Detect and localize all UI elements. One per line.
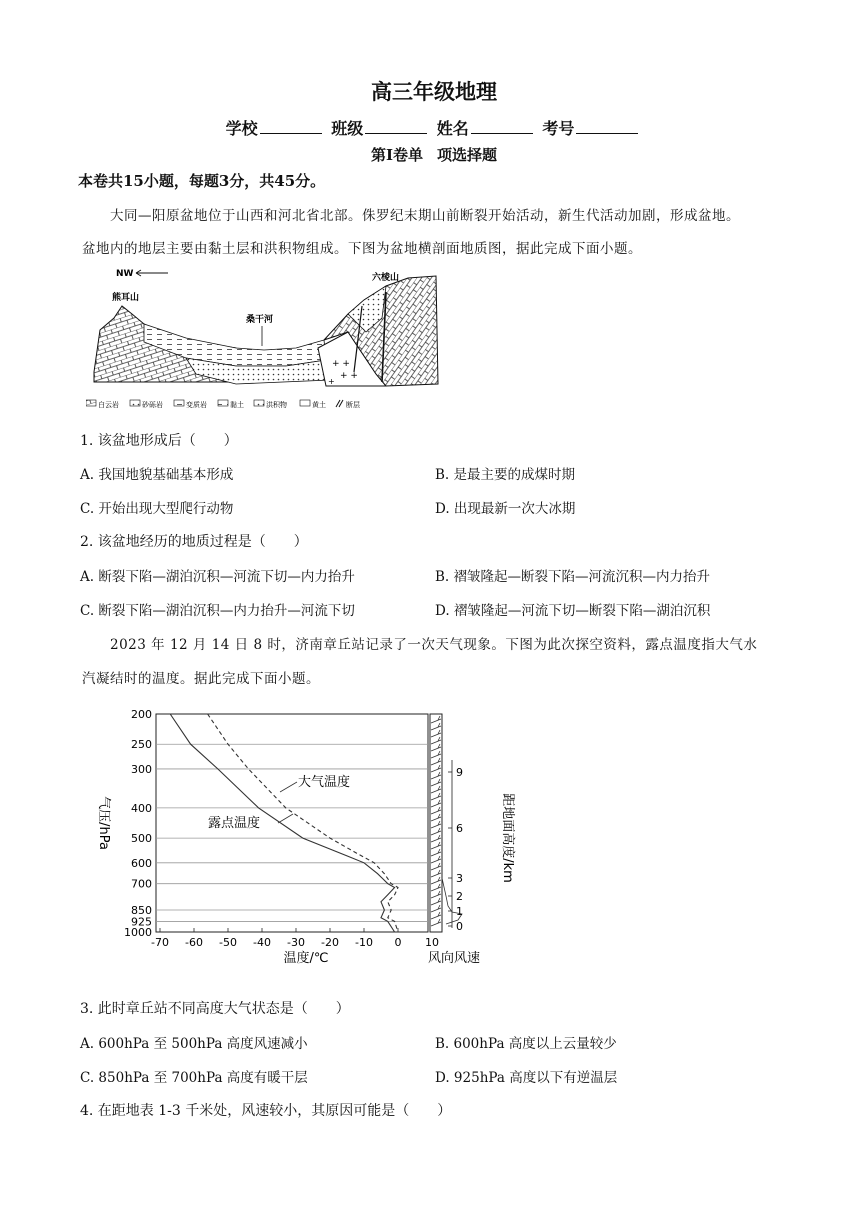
legend-dolomite: 白云岩 bbox=[98, 401, 119, 409]
section-heading-a: 第I卷单 bbox=[370, 146, 423, 164]
svg-text:+ +: + + bbox=[332, 359, 350, 369]
height-tick-label: 9 bbox=[456, 766, 463, 779]
pressure-tick-label: 925 bbox=[131, 915, 152, 929]
q1-stem: 1. 该盆地形成后（ ） bbox=[80, 433, 238, 449]
legend-conglomerate: 砂砾岩 bbox=[142, 401, 163, 409]
temp-tick-label: -20 bbox=[321, 936, 339, 949]
plot-frame bbox=[156, 714, 428, 932]
series-label-0: 大气温度 bbox=[298, 775, 351, 790]
series-label-1: 露点温度 bbox=[208, 816, 261, 831]
pressure-tick-label: 250 bbox=[131, 738, 152, 752]
q2-option-a[interactable]: A. 断裂下陷—湖泊沉积—河流下切—内力抬升 bbox=[80, 569, 355, 585]
sounding-chart bbox=[80, 700, 520, 976]
legend-loess: 黄土 bbox=[312, 401, 326, 409]
wind-column bbox=[430, 714, 442, 932]
q1-option-d[interactable]: D. 出现最新一次大冰期 bbox=[435, 501, 576, 517]
q3-option-a[interactable]: A. 600hPa 至 500hPa 高度风速减小 bbox=[80, 1036, 308, 1052]
height-tick-label: 2 bbox=[456, 890, 463, 903]
y-axis-title: 气压/hPa bbox=[96, 796, 111, 850]
q2-stem: 2. 该盆地经历的地质过程是（ ） bbox=[80, 534, 308, 550]
height-tick-label: 6 bbox=[456, 822, 463, 835]
class-label: 班级 bbox=[331, 119, 364, 138]
q2-option-d[interactable]: D. 褶皱隆起—河流下切—断裂下陷—湖泊沉积 bbox=[435, 603, 711, 619]
x-axis-title: 温度/℃ bbox=[283, 951, 329, 966]
legend-fault: 断层 bbox=[346, 401, 360, 409]
wind-tick-label: 10 bbox=[425, 936, 439, 949]
page-title: 高三年级地理 bbox=[371, 79, 497, 104]
q2-option-b[interactable]: B. 褶皱隆起—断裂下陷—河流沉积—内力抬升 bbox=[435, 569, 711, 585]
nw-arrow-icon bbox=[136, 270, 168, 276]
school-label: 学校 bbox=[225, 119, 258, 138]
legend-clay: 黏土 bbox=[230, 401, 244, 409]
section-intro: 本卷共15小题，每题3分，共45分。 bbox=[78, 172, 326, 190]
school-blank[interactable] bbox=[260, 119, 322, 134]
legend-alluvium: 洪积物 bbox=[266, 401, 287, 409]
mountain-left-label: 熊耳山 bbox=[112, 293, 140, 303]
pressure-tick-label: 200 bbox=[131, 708, 152, 721]
svg-text:+ +: + + bbox=[340, 371, 358, 381]
height-tick-label: 1 bbox=[456, 905, 463, 918]
y2-axis-title: 距地面高度/km bbox=[500, 793, 515, 883]
geology-cross-section bbox=[86, 262, 446, 414]
svg-text:+: + bbox=[328, 377, 335, 386]
wind-axis-title: 风向风速 bbox=[427, 951, 481, 966]
temp-tick-label: 0 bbox=[394, 936, 402, 949]
temp-tick-label: -30 bbox=[287, 936, 305, 949]
q3-option-d[interactable]: D. 925hPa 高度以下有逆温层 bbox=[435, 1070, 618, 1086]
height-tick-label: 3 bbox=[456, 872, 463, 885]
geology-legend bbox=[86, 400, 360, 409]
temp-tick-label: -60 bbox=[185, 936, 203, 949]
temp-tick-label: -70 bbox=[151, 936, 169, 949]
chart-grid bbox=[156, 714, 452, 932]
pressure-tick-label: 850 bbox=[131, 903, 152, 917]
q1-option-a[interactable]: A. 我国地貌基础基本形成 bbox=[80, 467, 234, 483]
q4-stem: 4. 在距地表 1-3 千米处，风速较小，其原因可能是（ ） bbox=[80, 1103, 452, 1119]
q3-option-c[interactable]: C. 850hPa 至 700hPa 高度有暖干层 bbox=[80, 1070, 308, 1086]
pressure-tick-label: 700 bbox=[131, 877, 152, 891]
pressure-tick-label: 1000 bbox=[124, 926, 152, 939]
section-heading bbox=[0, 144, 868, 165]
q2-option-c[interactable]: C. 断裂下陷—湖泊沉积—内力抬升—河流下切 bbox=[80, 603, 355, 619]
pressure-tick-label: 400 bbox=[131, 801, 152, 815]
q3-option-b[interactable]: B. 600hPa 高度以上云量较少 bbox=[435, 1036, 617, 1052]
passage1-line2: 盆地内的地层主要由黏土层和洪积物组成。下图为盆地横剖面地质图，据此完成下面小题。 bbox=[82, 241, 642, 257]
name-blank[interactable] bbox=[471, 119, 533, 134]
pressure-tick-label: 300 bbox=[131, 762, 152, 776]
temp-tick-label: -40 bbox=[253, 936, 271, 949]
river-label: 桑干河 bbox=[246, 315, 274, 325]
name-label: 姓名 bbox=[436, 119, 469, 138]
legend-metamorphic: 变质岩 bbox=[186, 401, 207, 409]
passage2-line2: 汽凝结时的温度。据此完成下面小题。 bbox=[82, 671, 320, 687]
temp-tick-label: -50 bbox=[219, 936, 237, 949]
nw-label: NW bbox=[116, 269, 134, 279]
student-info-fields bbox=[0, 116, 868, 139]
section-heading-b: 项选择题 bbox=[437, 146, 498, 164]
pressure-tick-label: 600 bbox=[131, 856, 152, 870]
temp-tick-label: -10 bbox=[355, 936, 373, 949]
q3-stem: 3. 此时章丘站不同高度大气状态是（ ） bbox=[80, 1001, 350, 1017]
id-blank[interactable] bbox=[576, 119, 638, 134]
q1-option-b[interactable]: B. 是最主要的成煤时期 bbox=[435, 467, 576, 483]
id-label: 考号 bbox=[542, 119, 575, 138]
passage1-line1: 大同—阳原盆地位于山西和河北省北部。侏罗纪末期山前断裂开始活动，新生代活动加剧，形成盆地。 bbox=[110, 208, 740, 224]
height-tick-label: 0 bbox=[456, 920, 463, 933]
class-blank[interactable] bbox=[365, 119, 427, 134]
q1-option-c[interactable]: C. 开始出现大型爬行动物 bbox=[80, 501, 234, 517]
passage2-line1: 2023 年 12 月 14 日 8 时，济南章丘站记录了一次天气现象。下图为此次探空资料，露点温度指大气水 bbox=[110, 637, 758, 653]
pressure-tick-label: 500 bbox=[131, 832, 152, 846]
mountain-right-label: 六棱山 bbox=[372, 273, 400, 283]
